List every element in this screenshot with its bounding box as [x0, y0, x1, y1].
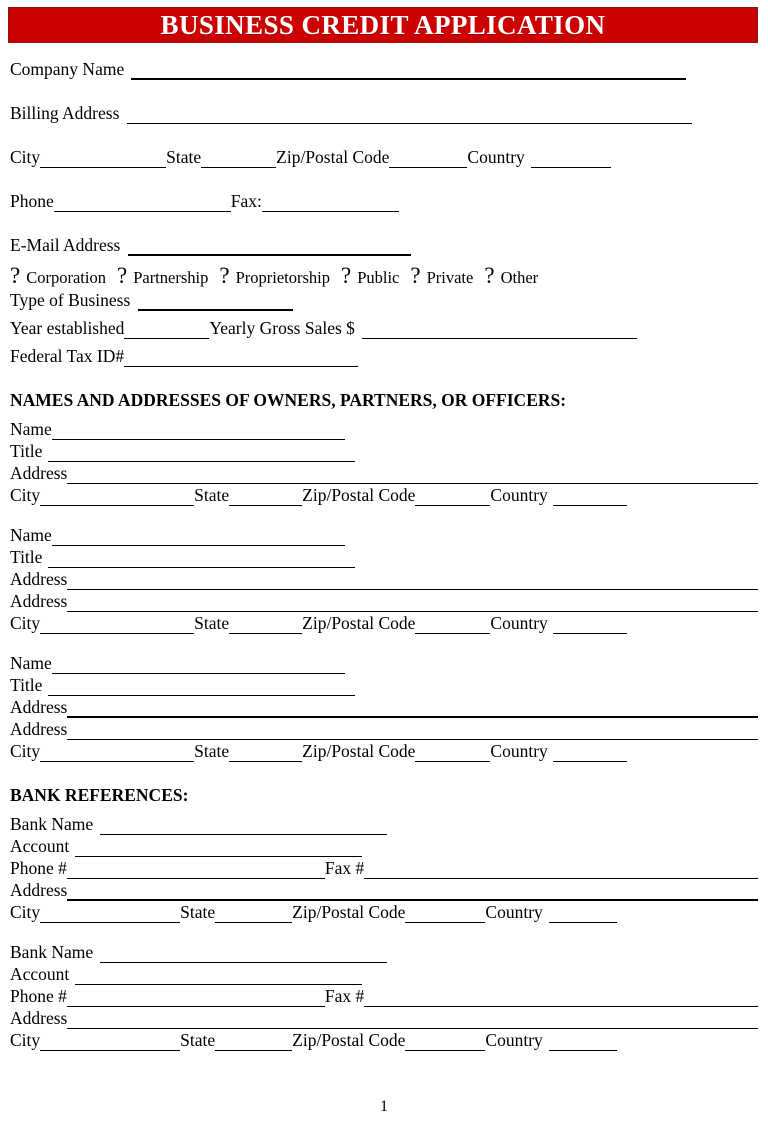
- checkbox-corporation[interactable]: ?: [10, 263, 21, 288]
- field-owner1-address-1: [10, 462, 758, 484]
- field-email: [10, 234, 758, 256]
- bank2-address-label: Address: [10, 1008, 68, 1028]
- owner2-state-label: State: [194, 613, 230, 633]
- bank1-state-input[interactable]: [215, 907, 292, 923]
- field-year-sales-row: [10, 317, 758, 339]
- option-label-proprietorship: Proprietorship: [235, 268, 330, 287]
- bank1-phone-label: Phone #: [10, 858, 67, 878]
- bank2-fax-label: Fax #: [324, 986, 365, 1006]
- owner3-city-label: City: [10, 741, 41, 761]
- billing-address-input[interactable]: [127, 108, 692, 124]
- page-number: 1: [380, 1098, 388, 1115]
- field-company-name: [10, 58, 758, 80]
- bank2-country-label: Country: [485, 1030, 543, 1050]
- zip-label: Zip/Postal Code: [276, 147, 390, 167]
- field-company-city-row: [10, 146, 758, 168]
- fax-input[interactable]: [262, 196, 399, 212]
- owner1-country-input[interactable]: [553, 490, 627, 506]
- owner1-title-label: Title: [10, 441, 43, 461]
- owner3-title-label: Title: [10, 675, 43, 695]
- owner2-zip-input[interactable]: [415, 618, 490, 634]
- country-input[interactable]: [531, 152, 611, 168]
- field-bank2-phone-fax: [10, 985, 758, 1007]
- year-established-label: Year established: [10, 318, 125, 338]
- field-bank2-account: [10, 963, 758, 985]
- bank2-phone-label: Phone #: [10, 986, 67, 1006]
- field-bank2-address: [10, 1007, 758, 1029]
- bank2-city-label: City: [10, 1030, 41, 1050]
- owner3-zip-input[interactable]: [415, 746, 490, 762]
- owner2-city-input[interactable]: [40, 618, 194, 634]
- owner3-address-input-1[interactable]: [67, 701, 758, 718]
- bank1-city-input[interactable]: [40, 907, 180, 923]
- owner3-country-label: Country: [490, 741, 548, 761]
- type-of-business-label: Type of Business: [10, 290, 131, 310]
- owner1-zip-label: Zip/Postal Code: [302, 485, 416, 505]
- checkbox-private[interactable]: ?: [410, 263, 421, 288]
- owner2-zip-label: Zip/Postal Code: [302, 613, 416, 633]
- phone-input[interactable]: [54, 196, 231, 212]
- state-label: State: [166, 147, 202, 167]
- yearly-gross-sales-label: Yearly Gross Sales $: [209, 318, 355, 338]
- bank-section-heading: BANK REFERENCES:: [10, 785, 189, 805]
- bank2-account-input[interactable]: [75, 969, 362, 985]
- owner1-zip-input[interactable]: [415, 490, 490, 506]
- owner3-title-input[interactable]: [48, 680, 355, 696]
- fax-label: Fax:: [230, 191, 262, 211]
- field-type-of-business: [10, 289, 758, 311]
- owner-block-1: [10, 418, 758, 506]
- bank2-city-input[interactable]: [40, 1035, 180, 1051]
- bank2-zip-label: Zip/Postal Code: [292, 1030, 406, 1050]
- field-owner2-name: [10, 524, 758, 546]
- bank1-name-input[interactable]: [100, 819, 387, 835]
- bank2-fax-input[interactable]: [364, 991, 758, 1007]
- bank1-fax-input[interactable]: [364, 863, 758, 879]
- owner1-city-input[interactable]: [40, 490, 194, 506]
- federal-tax-id-input[interactable]: [124, 351, 358, 367]
- owner3-country-input[interactable]: [553, 746, 627, 762]
- owner2-address-label-2: Address: [10, 591, 68, 611]
- field-owner3-name: [10, 652, 758, 674]
- field-bank1-address: [10, 879, 758, 901]
- field-owner3-address-1: [10, 696, 758, 718]
- bank2-phone-input[interactable]: [67, 991, 325, 1007]
- bank-block-2: [10, 941, 758, 1051]
- field-phone-fax-row: [10, 190, 758, 212]
- owner2-title-input[interactable]: [48, 552, 355, 568]
- owner-block-2: [10, 524, 758, 634]
- bank1-account-input[interactable]: [75, 841, 362, 857]
- option-label-public: Public: [357, 268, 400, 287]
- bank1-phone-input[interactable]: [67, 863, 325, 879]
- year-established-input[interactable]: [124, 323, 209, 339]
- option-label-private: Private: [426, 268, 474, 287]
- owner1-city-label: City: [10, 485, 41, 505]
- checkbox-proprietorship[interactable]: ?: [219, 263, 230, 288]
- owner3-name-label: Name: [10, 653, 52, 673]
- field-owner1-name: [10, 418, 758, 440]
- city-input[interactable]: [40, 152, 166, 168]
- checkbox-partnership[interactable]: ?: [116, 263, 128, 288]
- bank1-zip-input[interactable]: [405, 907, 485, 923]
- company-name-label: Company Name: [10, 59, 125, 79]
- field-federal-tax-id: [10, 345, 758, 367]
- bank2-state-label: State: [180, 1030, 216, 1050]
- owner1-state-input[interactable]: [229, 490, 302, 506]
- field-owner2-title: [10, 546, 758, 568]
- field-bank1-city-row: [10, 901, 758, 923]
- owner2-address-label-1: Address: [10, 569, 68, 589]
- field-bank1-phone-fax: [10, 857, 758, 879]
- owner1-name-input[interactable]: [52, 424, 345, 440]
- bank2-address-input[interactable]: [67, 1013, 758, 1029]
- country-label: Country: [467, 147, 525, 167]
- title-banner: [8, 7, 758, 43]
- field-billing-address: [10, 102, 758, 124]
- bank2-name-label: Bank Name: [10, 942, 94, 962]
- owners-section-heading: NAMES AND ADDRESSES OF OWNERS, PARTNERS, OR OFFICERS:: [10, 390, 567, 410]
- owner3-address-input-2[interactable]: [67, 724, 758, 740]
- owner1-name-label: Name: [10, 419, 52, 439]
- owner2-name-label: Name: [10, 525, 52, 545]
- owner1-address-label: Address: [10, 463, 68, 483]
- bank2-country-input[interactable]: [549, 1035, 617, 1051]
- bank1-city-label: City: [10, 902, 41, 922]
- owner2-title-label: Title: [10, 547, 43, 567]
- field-owner1-title: [10, 440, 758, 462]
- option-label-partnership: Partnership: [133, 268, 209, 287]
- option-label-corporation: Corporation: [26, 268, 106, 287]
- bank1-account-label: Account: [10, 836, 70, 856]
- checkbox-public[interactable]: ?: [340, 263, 352, 288]
- page-title: BUSINESS CREDIT APPLICATION: [160, 9, 606, 40]
- billing-address-label: Billing Address: [10, 103, 120, 123]
- bank1-country-input[interactable]: [549, 907, 617, 923]
- bank1-state-label: State: [180, 902, 216, 922]
- bank1-address-label: Address: [10, 880, 68, 900]
- bank2-state-input[interactable]: [215, 1035, 292, 1051]
- field-owner2-city-row: [10, 612, 758, 634]
- bank2-zip-input[interactable]: [405, 1035, 485, 1051]
- bank1-country-label: Country: [485, 902, 543, 922]
- bank2-name-input[interactable]: [100, 947, 387, 963]
- field-owner2-address-1: [10, 568, 758, 590]
- owner1-title-input[interactable]: [48, 446, 355, 462]
- yearly-gross-sales-input[interactable]: [362, 323, 637, 339]
- bank1-name-label: Bank Name: [10, 814, 94, 834]
- owner2-city-label: City: [10, 613, 41, 633]
- phone-label: Phone: [10, 191, 54, 211]
- owner3-city-input[interactable]: [40, 746, 194, 762]
- owner3-address-label-2: Address: [10, 719, 68, 739]
- owner2-address-input-2[interactable]: [67, 596, 758, 612]
- owner-block-3: [10, 652, 758, 762]
- field-bank1-name: [10, 813, 758, 835]
- state-input[interactable]: [201, 152, 276, 168]
- owner2-state-input[interactable]: [229, 618, 302, 634]
- business-type-options: [10, 264, 758, 289]
- owner3-state-label: State: [194, 741, 230, 761]
- owner1-state-label: State: [194, 485, 230, 505]
- owner1-country-label: Country: [490, 485, 548, 505]
- field-owner2-address-2: [10, 590, 758, 612]
- field-bank2-city-row: [10, 1029, 758, 1051]
- checkbox-other[interactable]: ?: [484, 263, 495, 288]
- field-owner3-title: [10, 674, 758, 696]
- field-owner3-address-2: [10, 718, 758, 740]
- form-body: [10, 58, 758, 1051]
- owner2-country-input[interactable]: [553, 618, 627, 634]
- bank-block-1: [10, 813, 758, 923]
- owner1-address-input[interactable]: [67, 468, 758, 484]
- owner2-address-input-1[interactable]: [67, 574, 758, 590]
- zip-input[interactable]: [389, 152, 467, 168]
- email-label: E-Mail Address: [10, 235, 121, 255]
- owner3-address-label-1: Address: [10, 697, 68, 717]
- field-bank2-name: [10, 941, 758, 963]
- owner3-zip-label: Zip/Postal Code: [302, 741, 416, 761]
- owner3-name-input[interactable]: [52, 658, 345, 674]
- field-bank1-account: [10, 835, 758, 857]
- option-label-other: Other: [500, 268, 539, 287]
- bank2-account-label: Account: [10, 964, 70, 984]
- bank1-fax-label: Fax #: [324, 858, 365, 878]
- owner2-name-input[interactable]: [52, 530, 345, 546]
- bank1-zip-label: Zip/Postal Code: [292, 902, 406, 922]
- field-owner1-city-row: [10, 484, 758, 506]
- email-input[interactable]: [128, 239, 411, 256]
- type-of-business-input[interactable]: [138, 294, 293, 311]
- federal-tax-id-label: Federal Tax ID#: [10, 346, 125, 366]
- owner3-state-input[interactable]: [229, 746, 302, 762]
- bank1-address-input[interactable]: [67, 884, 758, 901]
- city-label: City: [10, 147, 41, 167]
- owner2-country-label: Country: [490, 613, 548, 633]
- company-name-input[interactable]: [131, 63, 686, 80]
- field-owner3-city-row: [10, 740, 758, 762]
